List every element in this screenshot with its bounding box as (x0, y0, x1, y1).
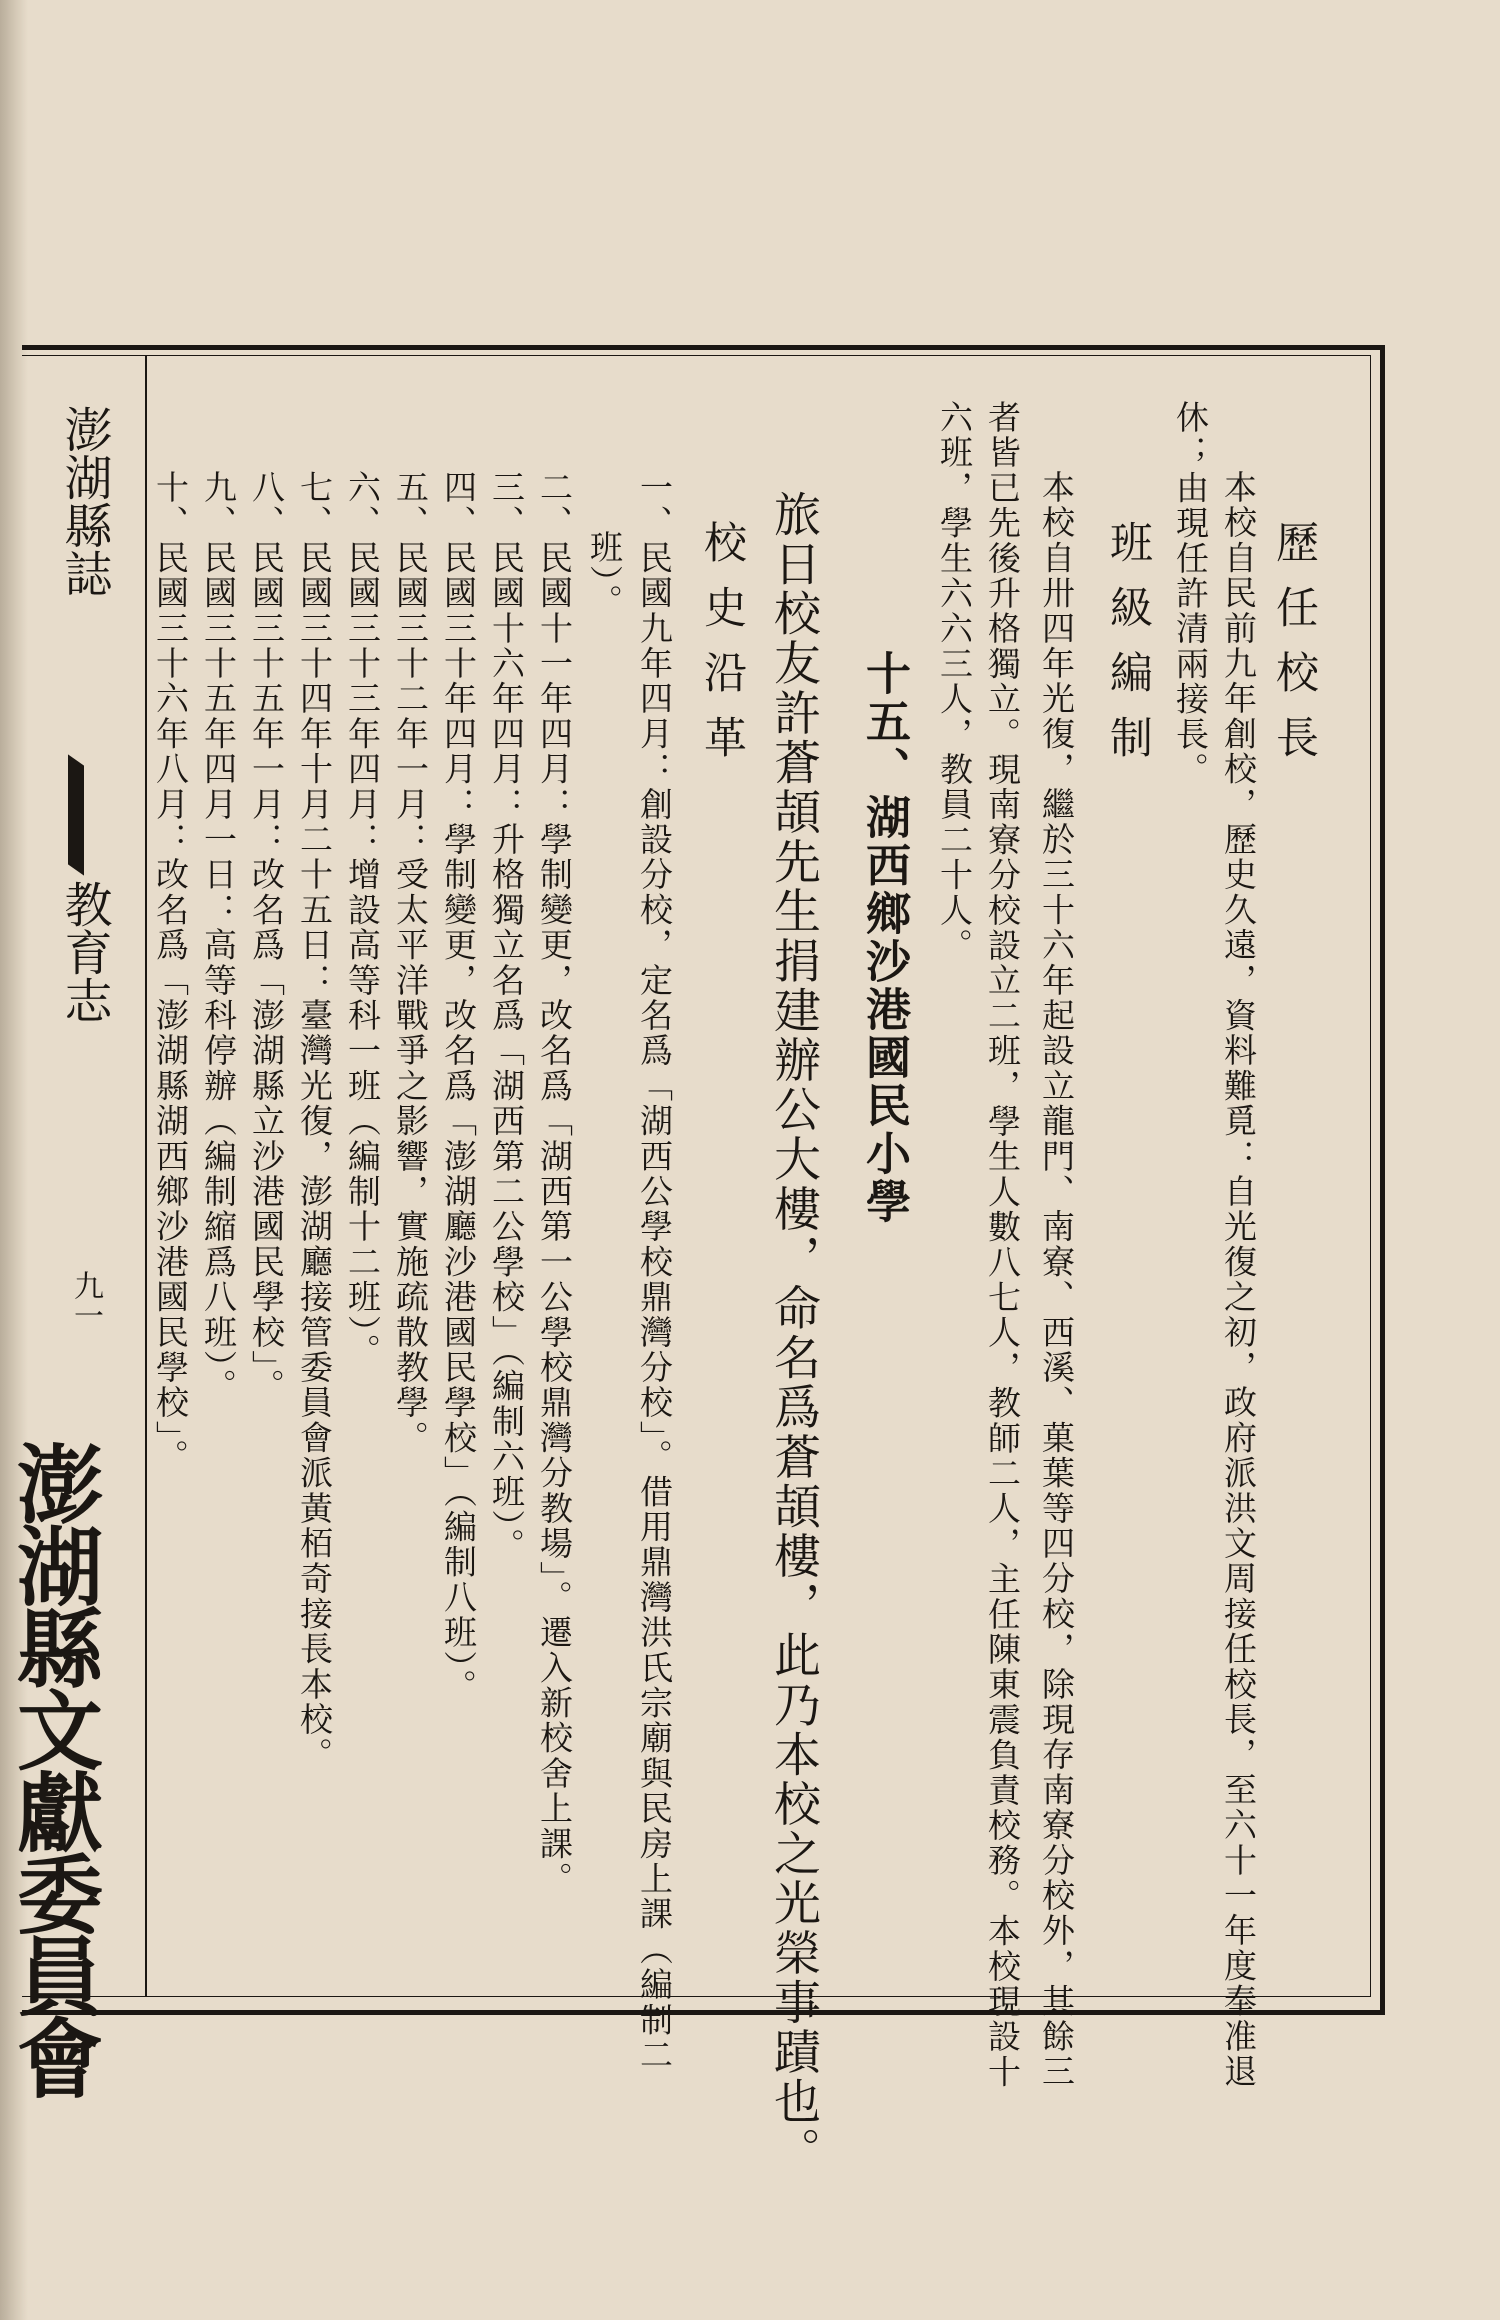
history-item: 九、民國三十五年四月一日：高等科停辦（編制縮爲八班）。 (199, 470, 238, 1404)
paragraph-line: 六班，學生六六三人，教員二十人。 (935, 400, 974, 964)
page-number: 九一 (68, 1270, 103, 1330)
book-title: 澎湖縣誌 (56, 405, 112, 597)
heading-principals: 歷任校長 (1269, 520, 1319, 780)
history-item: 八、民國三十五年一月：改名爲「澎湖縣立沙港國民學校」。 (247, 470, 286, 1404)
paragraph-line: 休；由現任許清兩接長。 (1171, 400, 1210, 788)
history-item: 班）。 (585, 530, 624, 620)
history-item: 三、民國十六年四月：升格獨立名爲「湖西第二公學校」（編制六班）。 (487, 470, 526, 1564)
alumni-paragraph: 旅日校友許蒼頡先生捐建辦公大樓，命名爲蒼頡樓，此乃本校之光榮事蹟也。 (766, 490, 821, 2177)
publisher-imprint: 澎湖縣文獻委員會 (2, 1440, 103, 2096)
history-item: 十、民國三十六年八月：改名爲「澎湖縣湖西鄉沙港國民學校」。 (151, 470, 190, 1475)
paragraph-line: 本校自民前九年創校，歷史久遠，資料難覓：自光復之初，政府派洪文周接任校長，至六十一年度奉准退 (1219, 470, 1258, 2090)
history-item: 六、民國三十三年四月：增設高等科一班（編制十二班）。 (343, 470, 382, 1369)
section-title: 教育志 (56, 880, 112, 1024)
history-item: 五、民國三十二年一月：受太平洋戰爭之影響，實施疏散教學。 (391, 470, 430, 1456)
section-marker (68, 754, 84, 875)
history-item: 七、民國三十四年十月二十五日：臺灣光復，澎湖廳接管委員會派黃栢奇接長本校。 (295, 470, 334, 1773)
paragraph-line: 本校自卅四年光復，繼於三十六年起設立龍門、南寮、西溪、菓葉等四分校，除現存南寮分校外，其餘三 (1037, 470, 1076, 2090)
paragraph-line: 者皆已先後升格獨立。現南寮分校設立二班，學生人數八七人，教師二人，主任陳東震負責校務。本校現設十 (983, 400, 1022, 2090)
school-heading: 十五、湖西鄉沙港國民小學 (858, 650, 911, 1226)
heading-classes: 班級編制 (1103, 520, 1153, 780)
history-item: 一、民國九年四月：創設分校，定名爲「湖西公學校鼎灣分校」。借用鼎灣洪氏宗廟與民房上課（編制二 (635, 470, 674, 2073)
history-item: 二、民國十一年四月：學制變更，改名爲「湖西第一公學校鼎灣分教場」。遷入新校舍上課。 (535, 470, 574, 1897)
margin-divider (145, 355, 147, 1997)
heading-history: 校史沿革 (697, 520, 747, 780)
history-item: 四、民國三十年四月：學制變更，改名爲「澎湖廳沙港國民學校」（編制八班）。 (439, 470, 478, 1705)
